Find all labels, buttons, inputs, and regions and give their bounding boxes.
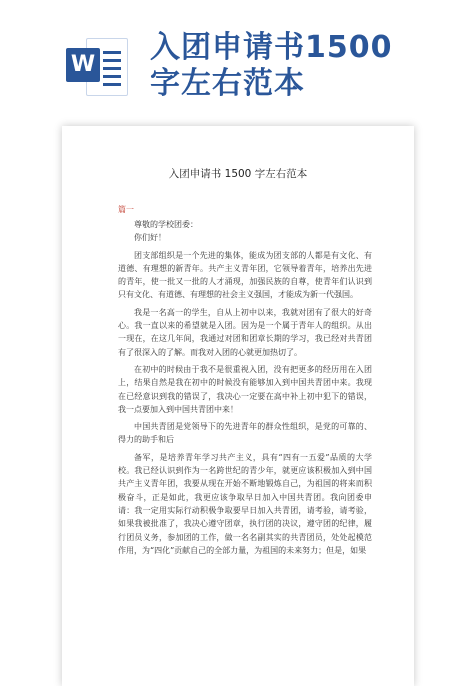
word-document-icon xyxy=(66,38,128,96)
section-label: 篇一 xyxy=(118,205,134,214)
paragraph: 备军，是培养青年学习共产主义，具有“四有一五爱”品质的大学校。我已经认识到作为一名跨世纪的青少年，就更应该积极加入到中国共产主义青年团，我要从现在开始不断地锻炼自己，为祖国的将来而积极奋斗，正是如此，我更应该争取早日加入中国共青团。我向团委申请：我一定用实际行动积极争取要早日加入共青团，请考验，请考验，如果我被批准了，我决心遵守团章，执行团的决议，遵守团的纪律，履行团员义务，参加团的工作，做一名名副其实的共青团员，处处起模范作用，为“四化”贡献自己的全部力量，为祖国的未来努力；但是，如果 xyxy=(118,452,372,555)
paragraph: 在初中的时候由于我不是很重视入团，没有把更多的经历用在入团上，结果自然是我在初中的时候没有能够加入到中国共青团中来。我现在已经意识到我的错误了，我决心一定要在高中补上初中犯下的错误，我一点要加入到中国共青团中来！ xyxy=(118,364,372,414)
header-banner xyxy=(0,0,474,120)
paragraph: 我是一名高一的学生，自从上初中以来，我就对团有了很大的好奇心。我一直以来的希望就是入团。因为是一个属于青年人的组织。从出一现在，在这几年间，我通过对团和团章长期的学习，我已经对共青团有了很深入的了解。而我对入团的心就更加热切了。 xyxy=(118,307,372,357)
document-title: 入团申请书 1500 字左右范本 xyxy=(168,168,308,180)
greeting: 你们好！ xyxy=(134,233,166,243)
paragraph: 团支部组织是一个先进的集体，能成为团支部的人都是有文化、有道德、有理想的新青年。共产主义青年团，它领导着青年，培养出先进的青年，使一批又一批的人才涌现，加强民族的自尊，使青年们认识到只有文化、有道德、有理想的社会主义强国，才能成为新一代强国。 xyxy=(118,250,372,300)
salutation: 尊敬的学校团委： xyxy=(134,220,198,229)
page-title: 入团申请书1500字左右范本 xyxy=(150,30,393,101)
paragraph: 中国共青团是党领导下的先进青年的群众性组织，是党的可靠的、得力的助手和后 xyxy=(118,422,372,445)
document-body xyxy=(118,218,372,557)
word-badge-icon: W xyxy=(66,48,100,82)
document-page xyxy=(62,126,414,686)
